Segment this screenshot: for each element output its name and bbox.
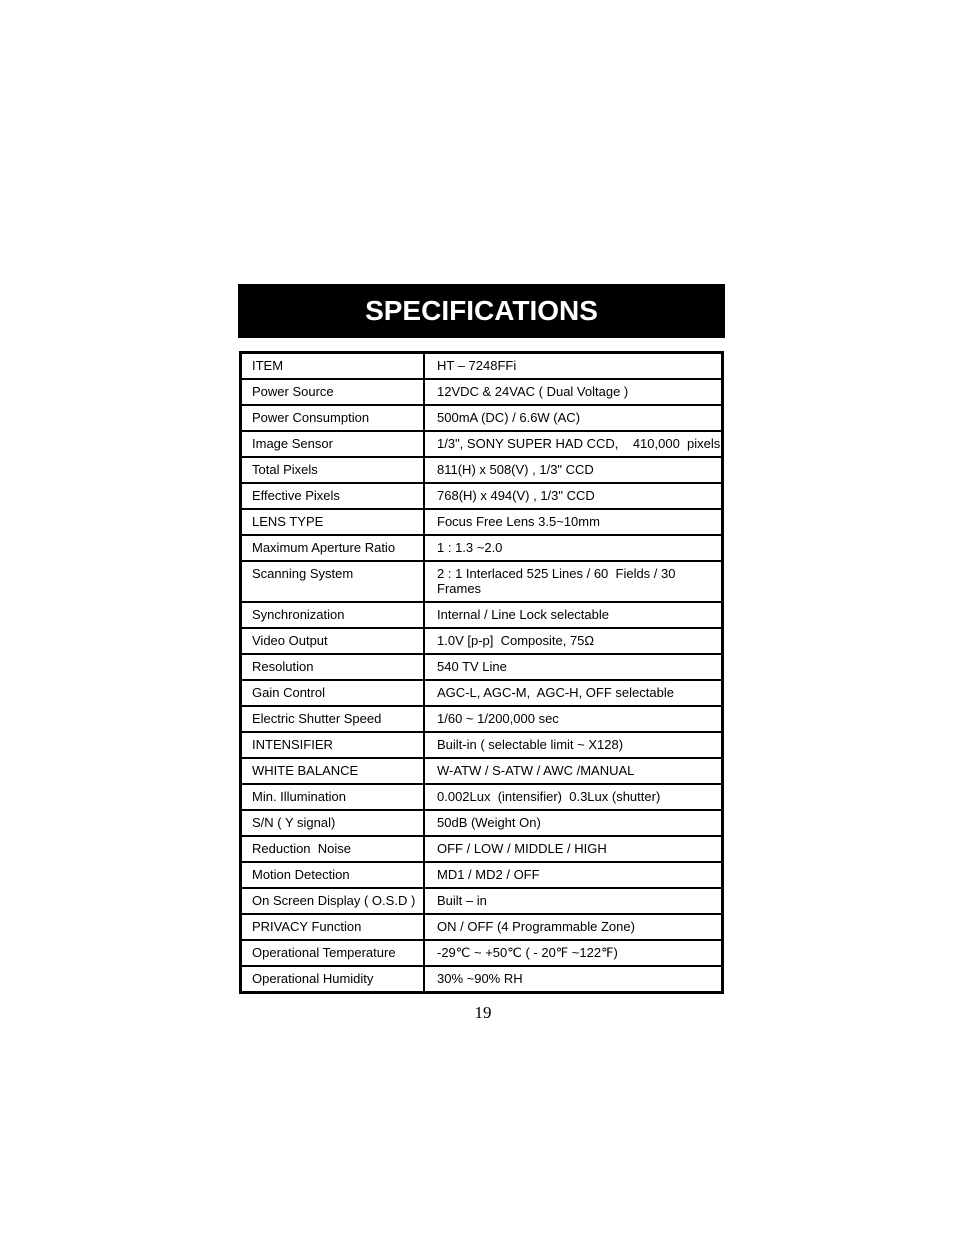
spec-value: Focus Free Lens 3.5~10mm (437, 514, 600, 529)
spec-row-operational-humidity (242, 967, 721, 991)
spec-label: LENS TYPE (242, 510, 425, 534)
spec-value: -29℃ ~ +50℃ ( - 20℉ ~122℉) (437, 945, 618, 960)
spec-value: 2 : 1 Interlaced 525 Lines / 60 Fields / 30 Frames (437, 566, 676, 596)
spec-label: Total Pixels (242, 458, 425, 482)
spec-value: 1/3", SONY SUPER HAD CCD, 410,000 pixels (437, 436, 721, 451)
spec-label: WHITE BALANCE (242, 759, 425, 783)
spec-row-intensifier (242, 733, 721, 759)
spec-value: Internal / Line Lock selectable (437, 607, 609, 622)
spec-value: 768(H) x 494(V) , 1/3" CCD (437, 488, 595, 503)
spec-row-motion-detection (242, 863, 721, 889)
spec-row-signal-noise (242, 811, 721, 837)
spec-label: Motion Detection (242, 863, 425, 887)
spec-label: Image Sensor (242, 432, 425, 456)
spec-row-electric-shutter-speed (242, 707, 721, 733)
spec-value: OFF / LOW / MIDDLE / HIGH (437, 841, 607, 856)
spec-row-reduction-noise (242, 837, 721, 863)
spec-value: 500mA (DC) / 6.6W (AC) (437, 410, 581, 425)
spec-label: Scanning System (242, 562, 425, 601)
spec-value: MD1 / MD2 / OFF (437, 867, 540, 882)
spec-label: Synchronization (242, 603, 425, 627)
spec-label: Gain Control (242, 681, 425, 705)
spec-label: Power Consumption (242, 406, 425, 430)
spec-value: AGC-L, AGC-M, AGC-H, OFF selectable (437, 685, 674, 700)
spec-label: PRIVACY Function (242, 915, 425, 939)
spec-value: Built-in ( selectable limit ~ X128) (437, 737, 624, 752)
spec-label: INTENSIFIER (242, 733, 425, 757)
spec-row-resolution (242, 655, 721, 681)
spec-row-synchronization (242, 603, 721, 629)
spec-label: Operational Humidity (242, 967, 425, 991)
spec-value: 50dB (Weight On) (437, 815, 541, 830)
spec-value: Built – in (437, 893, 487, 908)
spec-value: 30% ~90% RH (437, 971, 523, 986)
spec-label: Video Output (242, 629, 425, 653)
spec-row-effective-pixels (242, 484, 721, 510)
spec-label: Min. Illumination (242, 785, 425, 809)
spec-label: Maximum Aperture Ratio (242, 536, 425, 560)
spec-value: ON / OFF (4 Programmable Zone) (437, 919, 635, 934)
spec-value: 540 TV Line (437, 659, 507, 674)
spec-row-gain-control (242, 681, 721, 707)
spec-row-image-sensor (242, 432, 721, 458)
spec-row-privacy-function (242, 915, 721, 941)
spec-value: 12VDC & 24VAC ( Dual Voltage ) (437, 384, 629, 399)
spec-label: Resolution (242, 655, 425, 679)
spec-label: On Screen Display ( O.S.D ) (242, 889, 425, 913)
spec-value: HT – 7248FFi (437, 358, 517, 373)
spec-row-on-screen-display (242, 889, 721, 915)
spec-row-header (242, 354, 721, 380)
spec-row-power-consumption (242, 406, 721, 432)
spec-value: W-ATW / S-ATW / AWC /MANUAL (437, 763, 635, 778)
spec-row-min-illumination (242, 785, 721, 811)
spec-label: ITEM (242, 354, 425, 378)
spec-label: Operational Temperature (242, 941, 425, 965)
spec-value: 1.0V [p-p] Composite, 75Ω (437, 633, 595, 648)
spec-value: 1/60 ~ 1/200,000 sec (437, 711, 559, 726)
spec-row-lens-type (242, 510, 721, 536)
page-title: SPECIFICATIONS (238, 284, 725, 338)
spec-row-total-pixels (242, 458, 721, 484)
spec-label: S/N ( Y signal) (242, 811, 425, 835)
page-number: 19 (474, 1003, 492, 1022)
spec-row-operational-temperature (242, 941, 721, 967)
spec-row-video-output (242, 629, 721, 655)
spec-row-power-source (242, 380, 721, 406)
spec-row-white-balance (242, 759, 721, 785)
spec-value: 811(H) x 508(V) , 1/3" CCD (437, 462, 594, 477)
spec-value: 0.002Lux (intensifier) 0.3Lux (shutter) (437, 789, 661, 804)
spec-row-maximum-aperture-ratio (242, 536, 721, 562)
spec-label: Electric Shutter Speed (242, 707, 425, 731)
spec-row-scanning-system (242, 562, 721, 603)
spec-label: Effective Pixels (242, 484, 425, 508)
spec-label: Reduction Noise (242, 837, 425, 861)
spec-label: Power Source (242, 380, 425, 404)
spec-value: 1 : 1.3 ~2.0 (437, 540, 503, 555)
specifications-table (239, 351, 724, 994)
